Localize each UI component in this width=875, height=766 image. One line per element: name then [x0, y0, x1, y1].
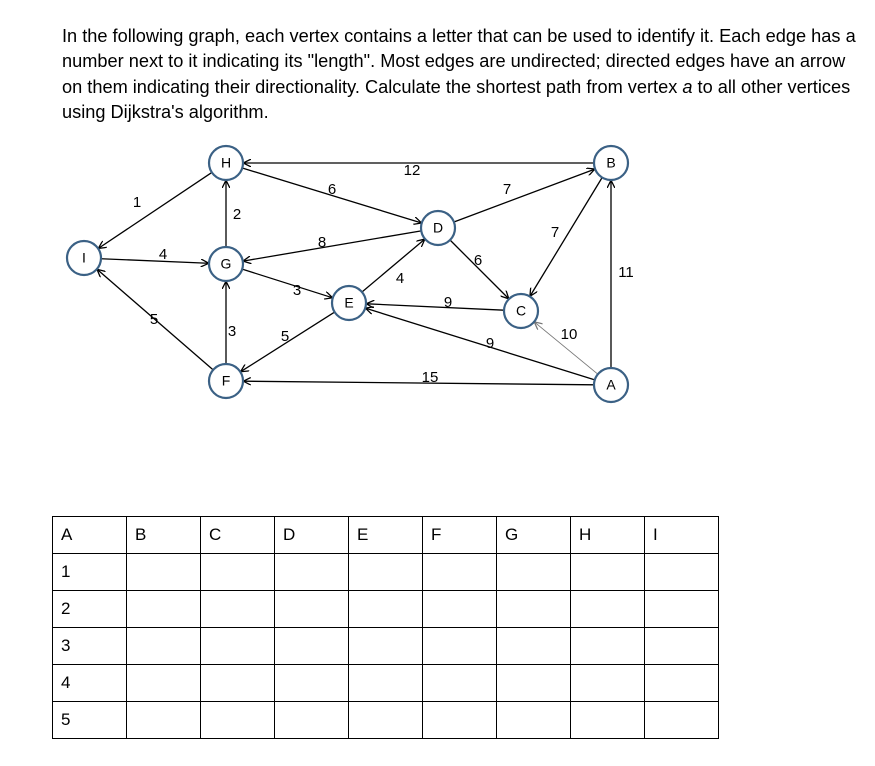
edge-weight-f-i: 5 [149, 310, 159, 328]
edge-e-d [362, 240, 424, 292]
edge-weight-g-e: 3 [292, 281, 302, 299]
graph-diagram [0, 130, 875, 420]
empty-cell [127, 702, 201, 739]
empty-cell [645, 591, 719, 628]
empty-cell [497, 665, 571, 702]
edge-i-g [101, 259, 208, 264]
empty-cell [571, 665, 645, 702]
edge-weight-b-h: 12 [403, 161, 421, 179]
instructions-part2: to all other vertices using Dijkstra's algorithm. [62, 76, 851, 122]
edge-weight-d-c: 6 [473, 251, 483, 269]
edge-weight-c-e: 9 [443, 293, 453, 311]
empty-cell [127, 554, 201, 591]
empty-cell [201, 554, 275, 591]
vertex-label: G [220, 255, 232, 272]
header-cell: C [201, 517, 275, 554]
edge-c-e [367, 304, 504, 310]
empty-cell [349, 554, 423, 591]
empty-cell [275, 628, 349, 665]
empty-cell [497, 591, 571, 628]
empty-cell [423, 591, 497, 628]
edge-h-i [99, 172, 212, 248]
header-cell: A [53, 517, 127, 554]
empty-cell [423, 702, 497, 739]
vertex-f [209, 364, 243, 398]
table-row [53, 591, 719, 628]
vertex-e [332, 286, 366, 320]
instructions-text [62, 24, 862, 125]
empty-cell [201, 665, 275, 702]
empty-cell [349, 591, 423, 628]
empty-cell [645, 628, 719, 665]
header-cell: B [127, 517, 201, 554]
empty-cell [127, 628, 201, 665]
edge-b-c [530, 178, 602, 296]
empty-cell [349, 702, 423, 739]
edge-weight-a-c: 10 [560, 325, 578, 343]
edge-weight-g-h: 2 [232, 205, 242, 223]
edge-weight-d-g: 8 [317, 233, 327, 251]
empty-cell [571, 702, 645, 739]
empty-cell [645, 702, 719, 739]
table-row [53, 665, 719, 702]
edge-weight-h-d: 6 [327, 180, 337, 198]
vertex-b [594, 146, 628, 180]
row-label-cell: 1 [53, 554, 127, 591]
empty-cell [349, 628, 423, 665]
empty-cell [497, 628, 571, 665]
instructions-part1: In the following graph, each vertex contains a letter that can be used to identify it. Each edge has a number next to it indicating its "length". Most edges are undirected; directed edges have an arrow on them indicating their directionality. Calculate the shortest path from vertex [62, 26, 856, 97]
vertex-label: E [344, 294, 354, 311]
empty-cell [275, 591, 349, 628]
vertex-h [209, 146, 243, 180]
edge-weight-a-b: 11 [618, 263, 634, 281]
edge-a-f [244, 381, 594, 385]
empty-cell [201, 702, 275, 739]
header-cell: D [275, 517, 349, 554]
empty-cell [201, 628, 275, 665]
edge-weight-a-f: 15 [421, 368, 439, 386]
dijkstra-table [52, 516, 719, 739]
empty-cell [349, 665, 423, 702]
vertex-label: A [606, 376, 616, 393]
header-cell: G [497, 517, 571, 554]
table-row [53, 554, 719, 591]
empty-cell [497, 702, 571, 739]
header-cell: F [423, 517, 497, 554]
empty-cell [275, 554, 349, 591]
empty-cell [275, 702, 349, 739]
vertex-label: C [515, 302, 527, 319]
table-row [53, 702, 719, 739]
edge-weight-e-f: 5 [280, 327, 290, 345]
row-label-cell: 2 [53, 591, 127, 628]
header-cell: I [645, 517, 719, 554]
vertex-label: F [221, 372, 231, 389]
edge-d-g [244, 231, 421, 261]
vertex-a [594, 368, 628, 402]
empty-cell [423, 665, 497, 702]
edge-weight-a-e: 9 [485, 334, 495, 352]
empty-cell [127, 665, 201, 702]
edge-d-c [450, 240, 508, 298]
table-header-row [53, 517, 719, 554]
edge-d-b [454, 169, 594, 222]
empty-cell [497, 554, 571, 591]
edges-layer [98, 163, 611, 385]
empty-cell [275, 665, 349, 702]
empty-cell [571, 554, 645, 591]
empty-cell [201, 591, 275, 628]
edge-g-e [242, 269, 332, 297]
source-vertex-name: a [682, 76, 693, 97]
edge-weight-f-g: 3 [227, 322, 237, 340]
vertex-i [67, 241, 101, 275]
row-label-cell: 3 [53, 628, 127, 665]
header-cell: H [571, 517, 645, 554]
vertex-label: I [82, 249, 86, 266]
table-row [53, 628, 719, 665]
vertex-g [209, 247, 243, 281]
empty-cell [645, 665, 719, 702]
edge-a-e [366, 308, 595, 380]
edge-weight-d-b: 7 [502, 180, 512, 198]
header-cell: E [349, 517, 423, 554]
empty-cell [423, 554, 497, 591]
vertex-d [421, 211, 455, 245]
empty-cell [127, 591, 201, 628]
vertex-c [504, 294, 538, 328]
row-label-cell: 4 [53, 665, 127, 702]
vertex-label: H [220, 154, 232, 171]
edge-weight-e-d: 4 [395, 269, 405, 287]
vertex-label: B [606, 154, 616, 171]
empty-cell [423, 628, 497, 665]
empty-cell [571, 591, 645, 628]
edge-weight-h-i: 1 [132, 193, 142, 211]
empty-cell [571, 628, 645, 665]
edge-weight-i-g: 4 [158, 245, 168, 263]
vertex-label: D [432, 219, 444, 236]
row-label-cell: 5 [53, 702, 127, 739]
empty-cell [645, 554, 719, 591]
edge-weight-b-c: 7 [550, 223, 560, 241]
